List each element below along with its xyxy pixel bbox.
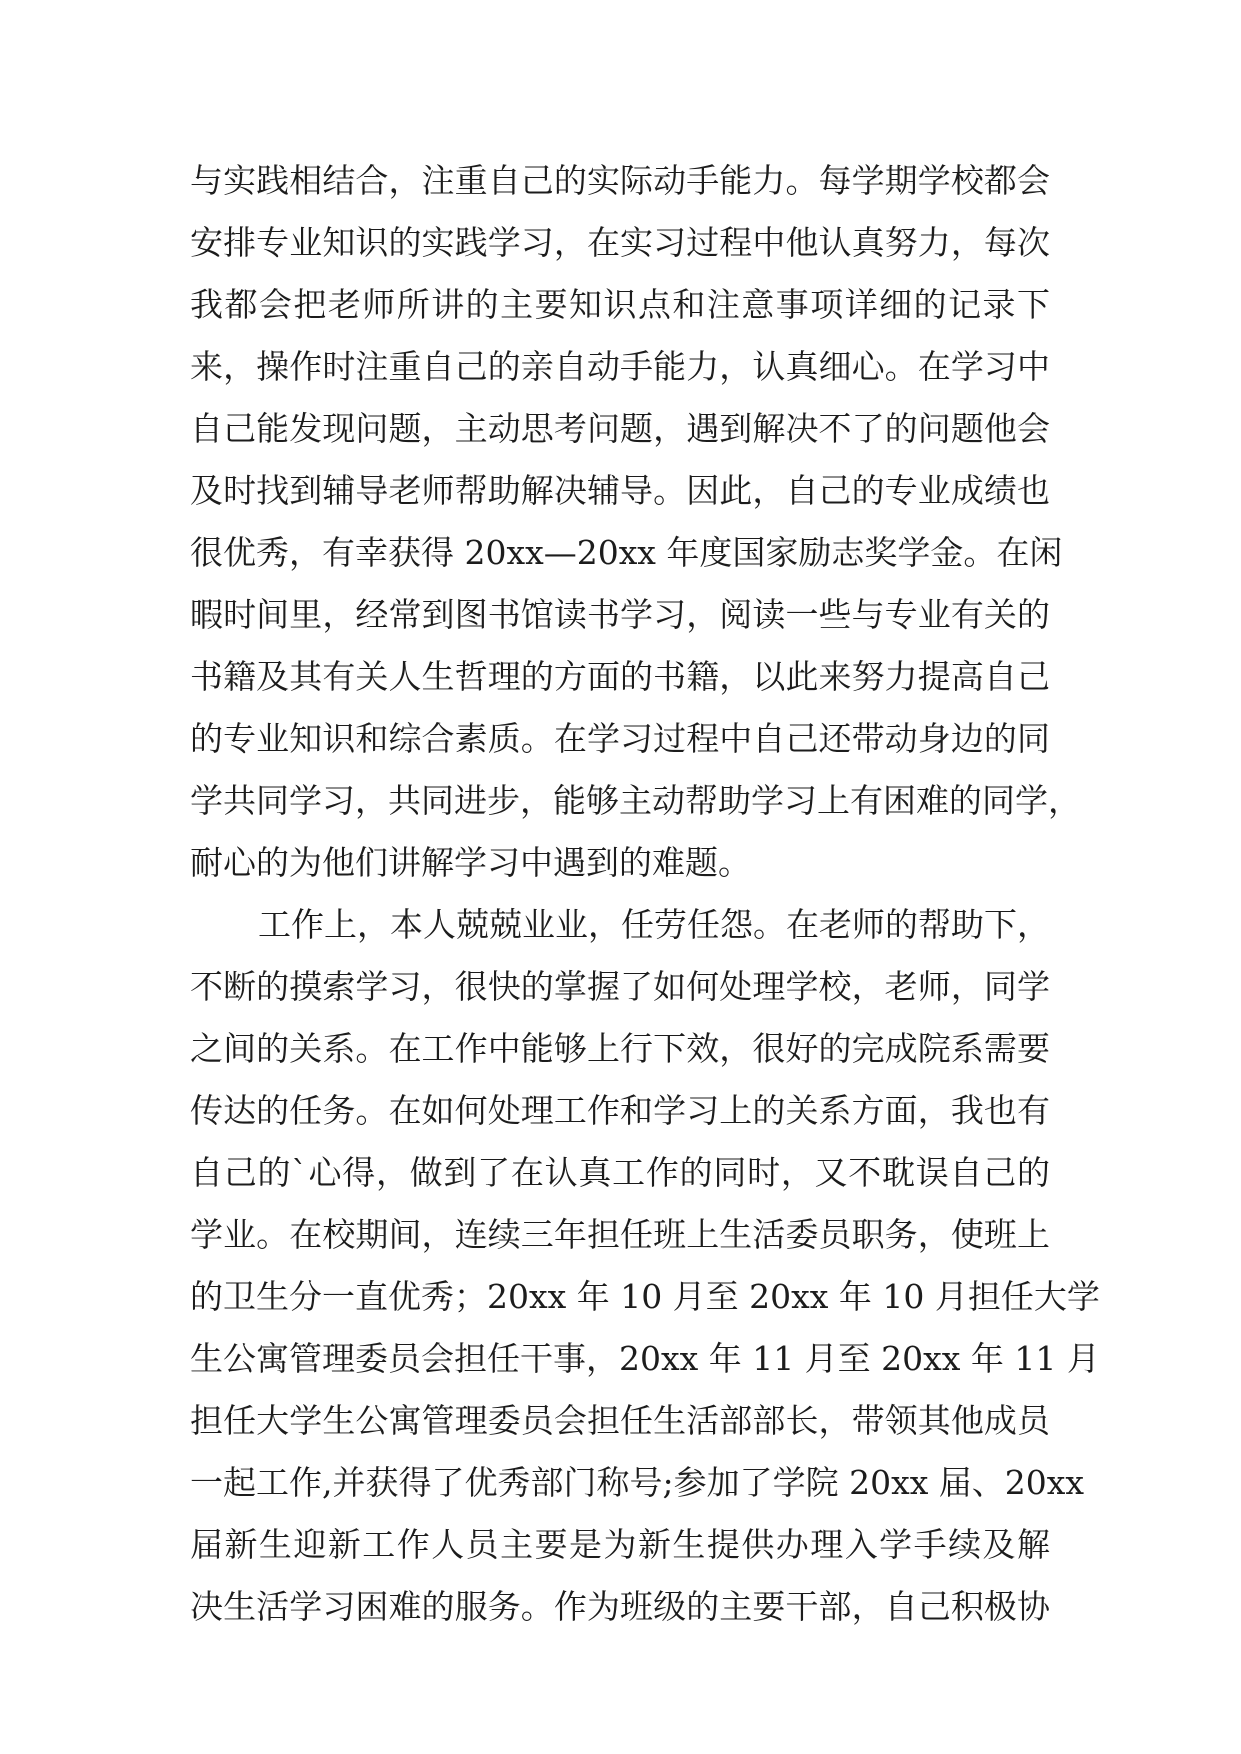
text-line: 我都会把老师所讲的主要知识点和注意事项详细的记录下 [190, 285, 1050, 324]
text-line: 耐心的为他们讲解学习中遇到的难题。 [190, 843, 751, 882]
text-line: 工作上，本人兢兢业业，任劳任怨。在老师的帮助下， [258, 905, 1050, 944]
text-line: 一起工作,并获得了优秀部门称号;参加了学院 20xx 届、20xx [190, 1463, 1085, 1502]
text-line: 生公寓管理委员会担任干事，20xx 年 11 月至 20xx 年 11 月 [190, 1339, 1100, 1378]
text-line: 之间的关系。在工作中能够上行下效，很好的完成院系需要 [190, 1029, 1050, 1068]
text-line: 的卫生分一直优秀；20xx 年 10 月至 20xx 年 10 月担任大学 [190, 1277, 1100, 1316]
text-line: 安排专业知识的实践学习，在实习过程中他认真努力，每次 [190, 223, 1050, 262]
text-line: 学共同学习，共同进步，能够主动帮助学习上有困难的同学， [190, 781, 1081, 820]
paragraph-work [190, 894, 1100, 1638]
text-line: 书籍及其有关人生哲理的方面的书籍，以此来努力提高自己 [190, 657, 1050, 696]
text-line: 与实践相结合，注重自己的实际动手能力。每学期学校都会 [190, 161, 1050, 200]
text-line: 届新生迎新工作人员主要是为新生提供办理入学手续及解 [190, 1525, 1050, 1564]
document-body [190, 150, 1100, 1638]
text-line: 担任大学生公寓管理委员会担任生活部部长，带领其他成员 [190, 1401, 1050, 1440]
text-line: 自己的`心得，做到了在认真工作的同时，又不耽误自己的 [190, 1153, 1050, 1192]
paragraph-study [190, 150, 1081, 894]
text-line: 学业。在校期间，连续三年担任班上生活委员职务，使班上 [190, 1215, 1050, 1254]
text-line: 很优秀，有幸获得 20xx—20xx 年度国家励志奖学金。在闲 [190, 533, 1063, 572]
text-line: 及时找到辅导老师帮助解决辅导。因此，自己的专业成绩也 [190, 471, 1050, 510]
text-line: 的专业知识和综合素质。在学习过程中自己还带动身边的同 [190, 719, 1050, 758]
text-line: 暇时间里，经常到图书馆读书学习，阅读一些与专业有关的 [190, 595, 1050, 634]
text-line: 不断的摸索学习，很快的掌握了如何处理学校，老师，同学 [190, 967, 1050, 1006]
text-line: 自己能发现问题，主动思考问题，遇到解决不了的问题他会 [190, 409, 1050, 448]
text-line: 来，操作时注重自己的亲自动手能力，认真细心。在学习中 [190, 347, 1050, 386]
text-line: 传达的任务。在如何处理工作和学习上的关系方面，我也有 [190, 1091, 1050, 1130]
text-line: 决生活学习困难的服务。作为班级的主要干部，自己积极协 [190, 1587, 1050, 1626]
